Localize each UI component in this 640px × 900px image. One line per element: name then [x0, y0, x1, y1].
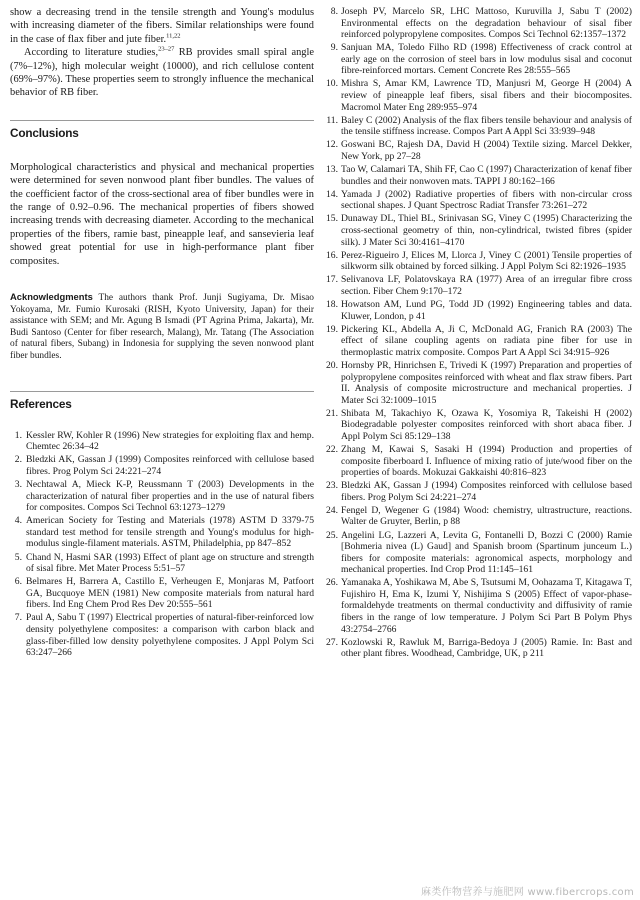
reference-number: 8.: [330, 6, 338, 17]
reference-item: [10, 479, 314, 514]
reference-text: Howatson AM, Lund PG, Todd JD (1992) Engineering tables and data. Kluwer, London, p 41: [341, 299, 632, 322]
reference-list-right: [326, 6, 632, 660]
reference-text: Angelini LG, Lazzeri A, Levita G, Fontanelli D, Bozzi C (2000) Ramie [Bohmeria nivea (L) Gaud] and Spanish broom (Spartinum junceum L.) fibers for composite materials: agronomical aspects, morphology and mechanical properties. Ind Crop Prod 11:145–161: [341, 529, 632, 576]
reference-text: Chand N, Hasmi SAR (1993) Effect of plant age on structure and strength of sisal fibre. Met Mater Process 5:51–57: [26, 551, 314, 575]
reference-list-left: [10, 430, 314, 659]
reference-text: Paul A, Sabu T (1997) Electrical properties of natural-fiber-reinforced low density polyethylene composites: a comparison with carbon black and glass-fiber-filled low density polyethylene composites. J Appl Polym Sci 63:247–266: [26, 612, 314, 659]
reference-item: [326, 250, 632, 273]
citation-superscript: 11,22: [166, 32, 181, 40]
reference-text: Joseph PV, Marcelo SR, LHC Mattoso, Kuruvilla J, Sabu T (2002) Environmental effects on the degradation behaviour of sisal fiber reinforced polypropylene composites. Compos Sci Technol 62:1357–1372: [341, 6, 632, 41]
reference-number: 11.: [326, 114, 338, 126]
reference-number: 6.: [14, 576, 22, 588]
reference-item: [326, 78, 632, 113]
reference-item: [326, 139, 632, 162]
reference-item: [326, 42, 632, 77]
conclusions-heading: Conclusions: [10, 125, 79, 140]
reference-number: 9.: [330, 42, 338, 54]
reference-item: [326, 274, 632, 297]
reference-text: Bledzki AK, Gassan J (1999) Composites reinforced with cellulose based fibres. Prog Polym Sci 24:221–274: [26, 454, 314, 477]
reference-item: [326, 299, 632, 322]
reference-item: [326, 115, 632, 138]
reference-item: [326, 577, 632, 635]
section-rule: [10, 120, 314, 121]
reference-text: American Society for Testing and Materials (1978) ASTM D 3379-75 standard test method for tensile strength and Young's modulus for high-modulus single-filament materials. ASTM, Philadelphia, pp 847–852: [26, 515, 314, 550]
reference-number: 10.: [326, 78, 338, 90]
intro-text: show a decreasing trend in the tensile strength and Young's modulus with increasing diameter of the fibers. Similar relationships were found in the case of flax fiber and jute fiber.: [10, 7, 314, 45]
reference-number: 15.: [326, 213, 338, 225]
references-heading: References: [10, 396, 72, 411]
reference-item: [10, 552, 314, 575]
reference-number: 3.: [14, 479, 22, 491]
reference-text: Tao W, Calamari TA, Shih FF, Cao C (1997) Characterization of kenaf fiber bundles and their nonwoven mats. TAPPI J 80:162–166: [341, 164, 632, 187]
reference-text: Mishra S, Amar KM, Lawrence TD, Manjusri M, George H (2004) A review of pineapple leaf fibers, sisal fibers and their biocomposites. Macromol Mater Eng 289:955–974: [341, 78, 632, 113]
reference-number: 27.: [326, 636, 338, 648]
reference-item: [326, 444, 632, 479]
reference-number: 25.: [326, 529, 338, 541]
acknowledgments-paragraph: [10, 291, 314, 363]
reference-number: 23.: [326, 480, 338, 492]
literature-text-end: RB provides small spiral angle (7%–12%), high molecular weight (10000), and rich cellulose content (69%–97%). These properties seem to strongly influence the mechanical behavior of RB fiber.: [10, 47, 314, 99]
reference-text: Kozlowski R, Rawluk M, Barriga-Bedoya J (2005) Ramie. In: Bast and other plant fibres. Woodhead, Cambridge, UK, p 211: [341, 636, 632, 660]
reference-number: 5.: [14, 551, 22, 563]
reference-item: [326, 324, 632, 359]
reference-number: 13.: [326, 164, 338, 176]
reference-number: 26.: [326, 577, 338, 589]
reference-text: Yamanaka A, Yoshikawa M, Abe S, Tsutsumi M, Oohazama T, Kitagawa T, Fujishiro H, Ema K, Izumi Y, Nishijima S (2005) Effect of vapor-phase-formaldehyde treatments on thermal conductivity and diffusivity of ramie fibers in the range of low temperature. J Polym Sci Part B Polym Phys 43:2754–2766: [341, 577, 632, 635]
literature-text-start: According to literature studies,: [24, 47, 159, 59]
reference-number: 22.: [326, 444, 338, 455]
reference-item: [326, 530, 632, 576]
reference-text: Pickering KL, Abdella A, Ji C, McDonald AG, Franich RA (2003) The effect of silane coupling agents on radiata pine fiber for use in thermoplastic matrix composite. Compos Part A Appl Sci 34:915–926: [341, 323, 632, 358]
reference-text: Zhang M, Kawai S, Sasaki H (1994) Production and properties of composite fiberboard I. Influence of mixing ratio of jute/wood fiber on the properties of boards. Mokuzai Gakkaishi 40:816–823: [341, 444, 632, 479]
reference-text: Belmares H, Barrera A, Castillo E, Verheugen E, Monjaras M, Patfoort GA, Bucquoye MEN (1981) New composite materials from natural hard fibers. Ind Eng Chem Prod Res Dev 20:555–561: [26, 576, 314, 611]
reference-text: Sanjuan MA, Toledo Filho RD (1998) Effectiveness of crack control at early age on the corrosion of steel bars in low modulus sisal and coconut fibre-reinforced mortars. Cement Concrete Res 28:555–565: [341, 42, 632, 77]
reference-item: [326, 637, 632, 660]
reference-text: Baley C (2002) Analysis of the flax fibers tensile behaviour and analysis of the tensile stiffness increase. Compos Part A Appl Sci 33:939–948: [341, 114, 632, 138]
reference-number: 1.: [14, 429, 22, 441]
reference-item: [326, 213, 632, 248]
reference-item: [326, 505, 632, 528]
reference-text: Shibata M, Takachiyo K, Ozawa K, Yosomiya R, Takeishi H (2002) Biodegradable polyester composites reinforced with short abaca fiber. J Appl Polym Sci 85:129–138: [341, 407, 632, 442]
reference-text: Perez-Rigueiro J, Elices M, Llorca J, Viney C (2001) Tensile properties of silkworm silk obtained by forced silking. J Appl Polym Sci 82:1926–1935: [341, 249, 632, 273]
reference-number: 4.: [14, 515, 22, 527]
reference-item: [10, 454, 314, 477]
reference-text: Kessler RW, Kohler R (1996) New strategies for exploiting flax and hemp. Chemtec 26:34–42: [26, 429, 314, 453]
reference-text: Selivanova LF, Polatovskaya RA (1977) Area of an irregular fibre cross section. Fiber Chem 9:170–172: [341, 274, 632, 297]
reference-text: Fengel D, Wegener G (1984) Wood: chemistry, ultrastructure, reactions. Walter de Gruyter, Berlin, p 88: [341, 504, 632, 528]
reference-number: 7.: [14, 612, 22, 624]
reference-text: Goswani BC, Rajesh DA, David H (2004) Textile sizing. Marcel Dekker, New York, pp 27–28: [341, 139, 632, 162]
section-rule: [10, 391, 314, 392]
reference-number: 16.: [326, 249, 338, 261]
reference-text: Dunaway DL, Thiel BL, Srinivasan SG, Viney C (1995) Characterizing the cross-sectional geometry of thin, non-cylindrical, twisted fibres (spider silk). J Mater Sci 30:4161–4170: [341, 213, 632, 248]
citation-superscript: 23–27: [158, 45, 175, 53]
reference-number: 18.: [326, 299, 338, 311]
reference-number: 2.: [14, 454, 22, 466]
reference-item: [326, 480, 632, 503]
left-column: [10, 6, 314, 660]
reference-number: 14.: [326, 188, 338, 200]
reference-number: 20.: [326, 359, 338, 371]
reference-number: 24.: [326, 504, 338, 516]
acknowledgments-text: The authors thank Prof. Junji Sugiyama, Dr. Misao Yokoyama, Mr. Fumio Kurosaki (RISH, Kyoto University, Japan) for their assistance with SEM; and Mr. Agung B Ismadi (PT Agrina Prima, Jakarta), Mr. Budi Santoso (Center for fiber research, Malang), Mr. Tatang (The Association of natural fibers, Subang) in Indonesia for supplying the seven nonwood plant fiber bundles.: [10, 293, 314, 362]
reference-item: [326, 408, 632, 443]
reference-text: Yamada J (2002) Radiative properties of fibers with non-circular cross sectional shapes. J Quant Spectrosc Radiat Transfer 73:261–272: [341, 188, 632, 212]
reference-text: Nechtawal A, Mieck K-P, Reussmann T (2003) Developments in the characterization of natural fiber properties and in the use of natural fibers for composites. Compos Sci Technol 63:1273–1279: [26, 479, 314, 514]
acknowledgments-label: Acknowledgments: [10, 291, 93, 303]
site-watermark: 麻类作物营养与施肥网 www.fibercrops.com: [421, 887, 634, 898]
reference-item: [10, 612, 314, 658]
reference-item: [10, 515, 314, 550]
reference-item: [10, 430, 314, 453]
reference-number: 17.: [326, 274, 338, 286]
reference-text: Bledzki AK, Gassan J (1994) Composites reinforced with cellulose based fibers. Prog Polym Sci 24:221–274: [341, 480, 632, 503]
reference-number: 21.: [326, 407, 338, 419]
reference-item: [326, 360, 632, 406]
reference-item: [326, 164, 632, 187]
reference-item: [326, 6, 632, 41]
intro-paragraph: [10, 6, 314, 46]
reference-number: 12.: [326, 139, 338, 151]
reference-item: [326, 189, 632, 212]
conclusions-paragraph: Morphological characteristics and physical and mechanical properties were determined for seven nonwood plant fiber bundles. The values of the coefficient factor of the cross-sectional area of fiber bundles were in the range of 0.92–0.96. The mechanical properties of fibers showed increasing trends with decreasing diameter. According to the mechanical properties of the fibers, ramie bast, pineapple leaf, and sansevieria leaf showed great potential for use in high-performance plant fiber composites.: [10, 161, 314, 267]
reference-number: 19.: [326, 323, 338, 335]
literature-paragraph: [10, 46, 314, 100]
reference-text: Hornsby PR, Hinrichsen E, Trivedi K (1997) Preparation and properties of polypropylene composites reinforced with wheat and flax straw fibers. Part II. Analysis of composite microstructure and mechanical properties. J Mater Sci 32:1009–1015: [341, 359, 632, 406]
reference-item: [10, 576, 314, 611]
right-column: [326, 6, 632, 661]
